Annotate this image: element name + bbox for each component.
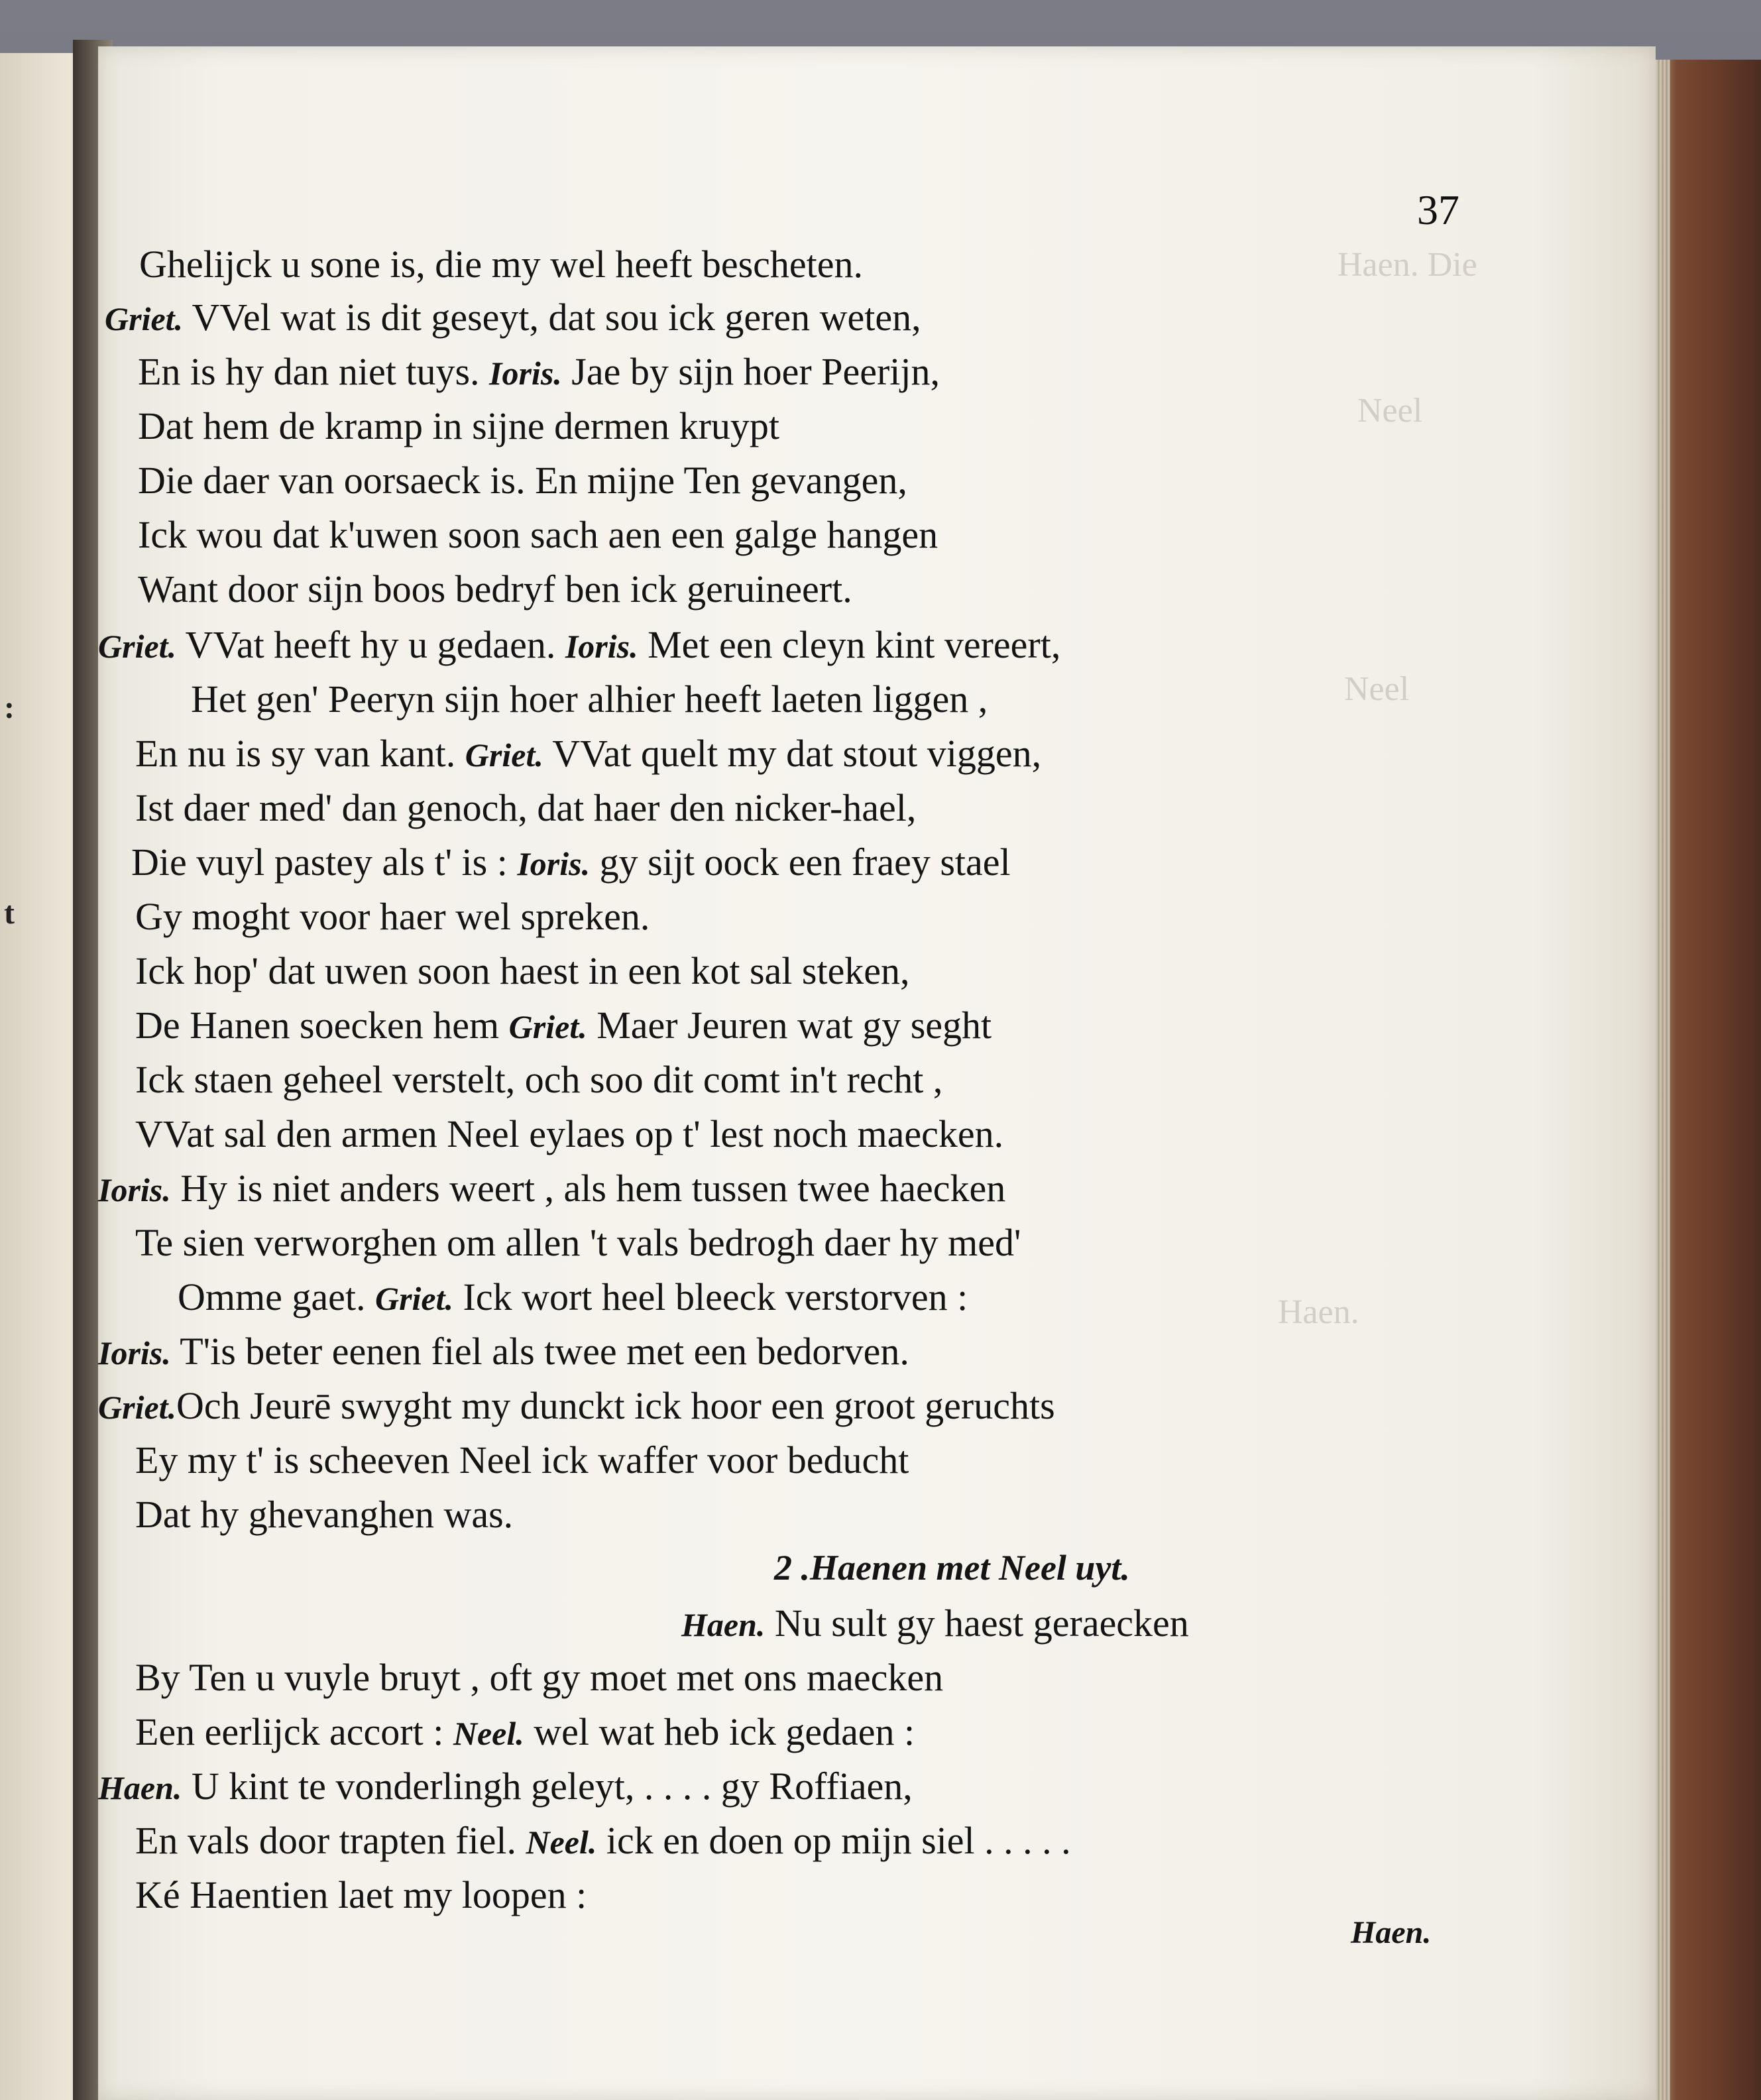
verse-line <box>135 949 910 992</box>
verse-text: Ick hop' dat uwen soon haest in een kot sal steken, <box>135 949 910 992</box>
bleed-through: Neel <box>1344 670 1410 708</box>
bleed-through: Haen. Die <box>1337 246 1477 284</box>
verse-text: VVat quelt my dat stout viggen, <box>543 732 1042 775</box>
verse-line <box>98 623 1061 666</box>
verse-text: Dat hy ghevanghen was. <box>135 1493 514 1536</box>
verse-line <box>135 1495 513 1534</box>
verse-text: Ick wort heel bleeck verstorven : <box>453 1275 968 1318</box>
verse-text: Och Jeurē swyght my dunckt ick hoor een groot geruchts <box>176 1384 1055 1427</box>
verse-text: Ick wou dat k'uwen soon sach aen een galge hangen <box>138 513 938 556</box>
verse-line <box>98 1332 909 1371</box>
verse-text: Met een cleyn kint vereert, <box>638 623 1061 666</box>
speaker-label: Haen. <box>98 1769 182 1806</box>
verse-text: Ick staen geheel verstelt, och soo dit comt in't recht , <box>135 1058 943 1101</box>
verse-line <box>681 1604 1189 1643</box>
speaker-label: Griet. <box>465 736 543 774</box>
verse-line <box>98 1767 913 1806</box>
verse-line <box>135 1710 915 1753</box>
verse-line <box>135 1112 1004 1155</box>
speaker-label: Griet. <box>508 1008 587 1045</box>
verse-text: Gy moght voor haer wel spreken. <box>135 895 650 938</box>
verse-text: VVat sal den armen Neel eylaes op t' lest noch maecken. <box>135 1112 1004 1155</box>
verse-text: By Ten u vuyle bruyt , oft gy moet met ons maecken <box>135 1656 944 1699</box>
verse-text: Omme gaet. <box>178 1275 375 1318</box>
verse-text: U kint te vonderlingh geleyt, . . . . gy Roffiaen, <box>182 1765 913 1808</box>
verse-text: Maer Jeuren wat gy seght <box>587 1004 992 1047</box>
verse-text: Dat hem de kramp in sijne dermen kruypt <box>138 404 780 447</box>
speaker-label: Ioris. <box>98 1171 171 1208</box>
verse-line <box>135 734 1041 773</box>
speaker-label: Griet. <box>98 628 177 665</box>
verse-text: Nu sult gy haest geraecken <box>765 1602 1189 1645</box>
verse-text: Want door sijn boos bedryf ben ick geruineert. <box>138 567 852 611</box>
verse-line <box>135 786 917 829</box>
verse-text: wel wat heb ick gedaen : <box>524 1710 915 1753</box>
verse-text: ick en doen op mijn siel . . . . . <box>596 1819 1071 1862</box>
verse-text: Een eerlijck accort : <box>135 1710 453 1753</box>
verse-text: VVat heeft hy u gedaen. <box>176 623 565 666</box>
verse-line <box>98 1384 1055 1427</box>
verse-text: De Hanen soecken hem <box>135 1004 509 1047</box>
speaker-label: Neel. <box>453 1715 524 1752</box>
left-page-fragment: : <box>4 690 15 725</box>
verse-line <box>138 567 852 611</box>
verse-text: VVel wat is dit geseyt, dat sou ick geren weten, <box>183 296 921 339</box>
verse-text: Ghelijck u sone is, die my wel heeft bescheten. <box>139 243 864 286</box>
speaker-label: Ioris. <box>489 355 562 392</box>
verse-text: Die daer van oorsaeck is. En mijne Ten gevangen, <box>138 459 907 502</box>
verse-line <box>131 843 1011 882</box>
speaker-label: Ioris. <box>98 1334 171 1371</box>
verse-line <box>135 895 650 938</box>
verse-line <box>135 1438 909 1482</box>
verse-line <box>138 461 907 500</box>
verse-text: Het gen' Peeryn sijn hoer alhier heeft laeten liggen , <box>191 677 988 721</box>
verse-line <box>138 404 780 447</box>
speaker-label: Ioris. <box>565 628 638 665</box>
speaker-label: Griet. <box>105 300 184 337</box>
bleed-through: Neel <box>1357 392 1423 430</box>
verse-text: Ey my t' is scheeven Neel ick waffer voor beducht <box>135 1438 909 1482</box>
bleed-through: Haen. <box>1278 1293 1359 1331</box>
verse-text: Ké Haentien laet my loopen : <box>135 1873 587 1916</box>
verse-line <box>105 298 921 337</box>
book-page <box>98 46 1656 2100</box>
verse-line <box>135 1058 943 1101</box>
verse-line <box>138 350 940 393</box>
speaker-label: Ioris. <box>517 845 591 882</box>
verse-text: En nu is sy van kant. <box>135 732 465 775</box>
verse-line <box>178 1275 968 1318</box>
speaker-label: Haen. <box>681 1606 766 1643</box>
verse-line <box>191 677 988 721</box>
verse-line <box>98 1169 1005 1208</box>
verse-line <box>135 1221 1021 1264</box>
left-page-fragment: t <box>4 896 15 931</box>
speaker-label: Griet. <box>98 1389 177 1426</box>
verse-line <box>135 1873 587 1916</box>
verse-text: Hy is niet anders weert , als hem tussen twee haecken <box>170 1167 1006 1210</box>
verse-line <box>138 513 938 556</box>
verse-text: gy sijt oock een fraey stael <box>590 841 1011 884</box>
verse-text: Jae by sijn hoer Peerijn, <box>561 350 940 393</box>
book-edge <box>1644 60 1761 2100</box>
verse-text: Ist daer med' dan genoch, dat haer den nicker-hael, <box>135 786 917 829</box>
verse-line <box>135 1006 992 1045</box>
speaker-label: Neel. <box>526 1824 597 1861</box>
speaker-label: Griet. <box>374 1280 454 1317</box>
verse-text: Die vuyl pastey als t' is : <box>131 841 518 884</box>
verse-text: En vals door trapten fiel. <box>135 1819 526 1862</box>
verse-line <box>139 245 863 284</box>
page-number: 37 <box>1417 186 1459 233</box>
verse-text: T'is beter eenen fiel als twee met een bedorven. <box>170 1330 909 1373</box>
verse-line <box>135 1819 1071 1862</box>
verse-text: Te sien verworghen om allen 't vals bedrogh daer hy med' <box>135 1221 1021 1264</box>
stage-direction: 2 .Haenen met Neel uyt. <box>774 1548 1130 1588</box>
verse-text: En is hy dan niet tuys. <box>138 350 490 393</box>
verse-line <box>135 1656 944 1699</box>
catchword: Haen. <box>1351 1915 1432 1950</box>
